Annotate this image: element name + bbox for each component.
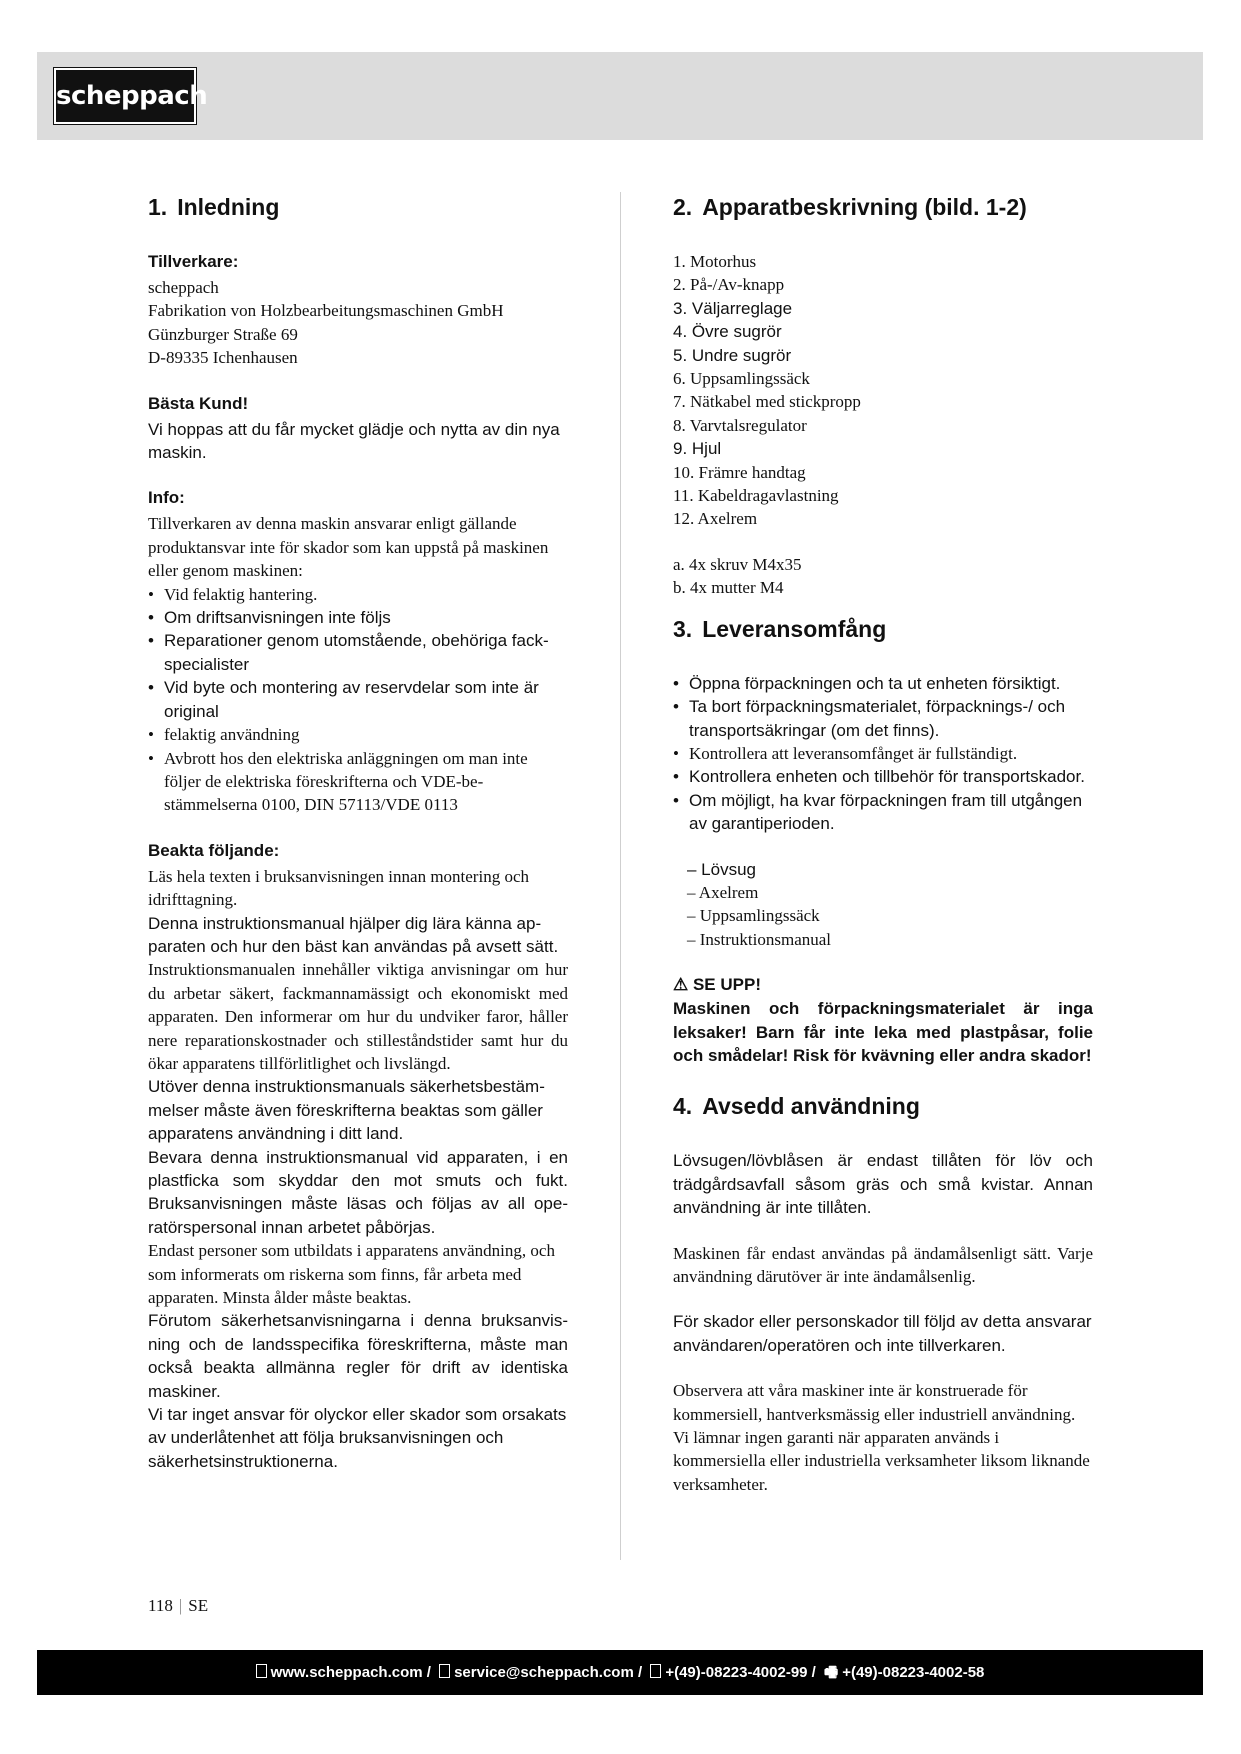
observe-paragraph: Endast personer som utbildats i apparatens användning, och som informerats om riskerna som finns, får arbeta med apparaten. Minsta ålder måste beaktas. — [148, 1241, 555, 1308]
warning-title: ⚠ SE UPP! — [673, 975, 761, 995]
section-heading-introduction: 1. Inledning — [148, 194, 280, 220]
email-link[interactable]: service@scheppach.com / — [454, 1664, 643, 1681]
intended-use-paragraph: Observera att våra maskiner inte är konstruerade för kommersiell, hantverksmässig eller industriell användning. Vi lämnar ingen garanti när apparaten används i kommersiella eller industriella verksamheter liksom liknande verksamheter. — [673, 1381, 1090, 1494]
part-item: 8. Varvtalsregulator — [673, 415, 807, 435]
fax-number: +(49)-08223-4002-58 — [842, 1664, 985, 1681]
right-column — [673, 190, 1093, 1496]
phone-icon — [650, 1664, 661, 1678]
info-bullet: • Vid felaktig hantering. — [148, 583, 568, 606]
observe-paragraph: Instruktionsmanualen innehåller viktiga anvisningar om hur du arbetar säkert, fackmannamässigt och ekonomiskt med apparaten. Den informerar om hur du undviker faror, håller nere reparationskostnader och stilleståndstider samt hur du ökar apparatens tillförlitlighet och livslängd. — [148, 960, 568, 1073]
package-contents — [673, 858, 1093, 952]
part-item: 3. Väljarreglage — [673, 298, 793, 318]
delivery-bullet: • Kontrollera att leveransomfånget är fullständigt. — [673, 742, 1093, 765]
delivery-bullet: • Om möjligt, ha kvar förpackningen fram till utgången av garantiperioden. — [673, 789, 1093, 836]
column-divider — [620, 192, 621, 1560]
globe-icon — [256, 1664, 267, 1678]
info-bullet: • Reparationer genom utomstående, obehöriga fackspecialister — [148, 629, 568, 676]
intended-use-paragraph: Lövsugen/lövblåsen är endast tillåten för löv och trädgårdsavfall såsom gräs och små kvistar. Annan användning är inte tillåten. — [673, 1151, 1093, 1218]
website-link[interactable]: www.scheppach.com / — [270, 1664, 431, 1681]
observe-label: Beakta följande: — [148, 840, 280, 860]
part-item: 2. På-/Av-knapp — [673, 275, 785, 295]
package-content-item: – Instruktionsmanual — [687, 929, 832, 949]
customer-block — [148, 392, 568, 465]
part-item: 4. Övre sugrör — [673, 322, 782, 342]
info-intro: Tillverkaren av denna maskin ansvarar enligt gällande produktansvar inte för skador som kan uppstå på maskinen eller genom maskinen: — [148, 514, 549, 581]
part-item: 5. Undre sugrör — [673, 345, 792, 365]
observe-paragraph: Bevara denna instruktionsmanual vid apparaten, i en plastficka som skyddar den mot smuts och fukt. Bruksanvisningen måste läsas och följas av all operatörspersonal innan arbetet påbörjas. — [148, 1147, 568, 1237]
observe-paragraph: Utöver denna instruktionsmanuals säkerhetsbestämmelser måste även föreskrifterna beaktas som gäller apparatens användning i ditt land. — [148, 1077, 545, 1144]
observe-paragraph: Denna instruktionsmanual hjälper dig lära känna apparaten och hur den bäst kan användas på avsett sätt. — [148, 913, 559, 956]
part-item: 6. Uppsamlingssäck — [673, 369, 810, 389]
manufacturer-line: Günzburger Straße 69 — [148, 324, 298, 344]
mail-icon — [439, 1664, 450, 1678]
delivery-bullet: • Öppna förpackningen och ta ut enheten försiktigt. — [673, 672, 1093, 695]
page-number: 118 | SE — [148, 1596, 209, 1615]
observe-block — [148, 839, 568, 1474]
observe-paragraph: Förutom säkerhetsanvisningarna i denna bruksanvisning och de landsspecifika föreskrifterna, måste man också beakta allmänna regler för drift av identiska maskiner. — [148, 1311, 568, 1401]
section-heading-intended-use: 4. Avsedd användning — [673, 1093, 920, 1120]
part-item: 10. Främre handtag — [673, 462, 806, 482]
contact-footer — [37, 1650, 1203, 1695]
part-item: 11. Kabeldragavlastning — [673, 486, 839, 506]
manufacturer-line: D-89335 Ichenhausen — [148, 348, 298, 368]
info-bullet: • felaktig användning — [148, 723, 568, 746]
part-item: 9. Hjul — [673, 439, 722, 459]
accessory-item: a. 4x skruv M4x35 — [673, 554, 802, 574]
package-content-item: – Uppsamlingssäck — [687, 906, 820, 926]
customer-text: Vi hoppas att du får mycket glädje och nytta av din nya maskin. — [148, 419, 560, 463]
manufacturer-line: Fabrikation von Holzbearbeitungsmaschinen GmbH — [148, 301, 504, 321]
fax-icon: 🖷 — [824, 1664, 839, 1681]
phone-number: +(49)-08223-4002-99 / — [665, 1664, 816, 1681]
page-header — [37, 52, 1203, 140]
warning-text: Maskinen och förpackningsmaterialet är inga leksaker! Barn får inte leka med plastpåsar, folie och smådelar! Risk för kvävning eller andra skador! — [673, 999, 1093, 1065]
intended-use-paragraph: Maskinen får endast användas på ändamålsenligt sätt. Varje användning därutöver är inte ändamålsenlig. — [673, 1243, 1093, 1286]
delivery-bullet: • Kontrollera enheten och tillbehör för transportskador. — [673, 765, 1093, 788]
info-bullet: • Vid byte och montering av reservdelar som inte är original — [148, 676, 568, 723]
part-item: 1. Motorhus — [673, 252, 757, 271]
package-content-item: – Lövsug — [687, 859, 756, 879]
manufacturer-block — [148, 250, 568, 370]
accessory-item: b. 4x mutter M4 — [673, 578, 784, 598]
brand-logo: scheppach — [54, 68, 196, 124]
observe-paragraph: Vi tar inget ansvar för olyckor eller skador som orsakats av underlåtenhet att följa bruksanvisningen och säkerhetsinstruktionerna. — [148, 1405, 567, 1471]
info-block — [148, 486, 568, 816]
delivery-bullet: • Ta bort förpackningsmaterialet, förpacknings-/ och transportsäkringar (om det finns). — [673, 695, 1093, 742]
info-bullet: • Avbrott hos den elektriska anläggningen om man inte följer de elektriska föreskrifterna och VDE-bestämmelserna 0100, DIN 57113/VDE 0113 — [148, 747, 568, 817]
left-column — [148, 190, 568, 1473]
manufacturer-line: scheppach — [148, 278, 219, 297]
info-bullet: • Om driftsanvisningen inte följs — [148, 606, 568, 629]
customer-label: Bästa Kund! — [148, 393, 249, 413]
section-heading-device-description: 2. Apparatbeskrivning (bild. 1-2) — [673, 194, 1027, 220]
observe-paragraph: Läs hela texten i bruksanvisningen innan montering och idrifttagning. — [148, 866, 529, 910]
section-heading-scope-of-delivery: 3. Leveransomfång — [673, 615, 887, 642]
intended-use-paragraph: För skador eller personskador till följd av detta ansvarar användaren/operatören och inte tillverkaren. — [673, 1312, 1092, 1355]
delivery-steps — [673, 672, 1093, 836]
parts-list — [673, 250, 1093, 600]
part-item: 7. Nätkabel med stickpropp — [673, 392, 861, 412]
info-label: Info: — [148, 488, 185, 508]
package-content-item: – Axelrem — [687, 882, 759, 902]
part-item: 12. Axelrem — [673, 509, 758, 529]
manufacturer-label: Tillverkare: — [148, 252, 239, 271]
